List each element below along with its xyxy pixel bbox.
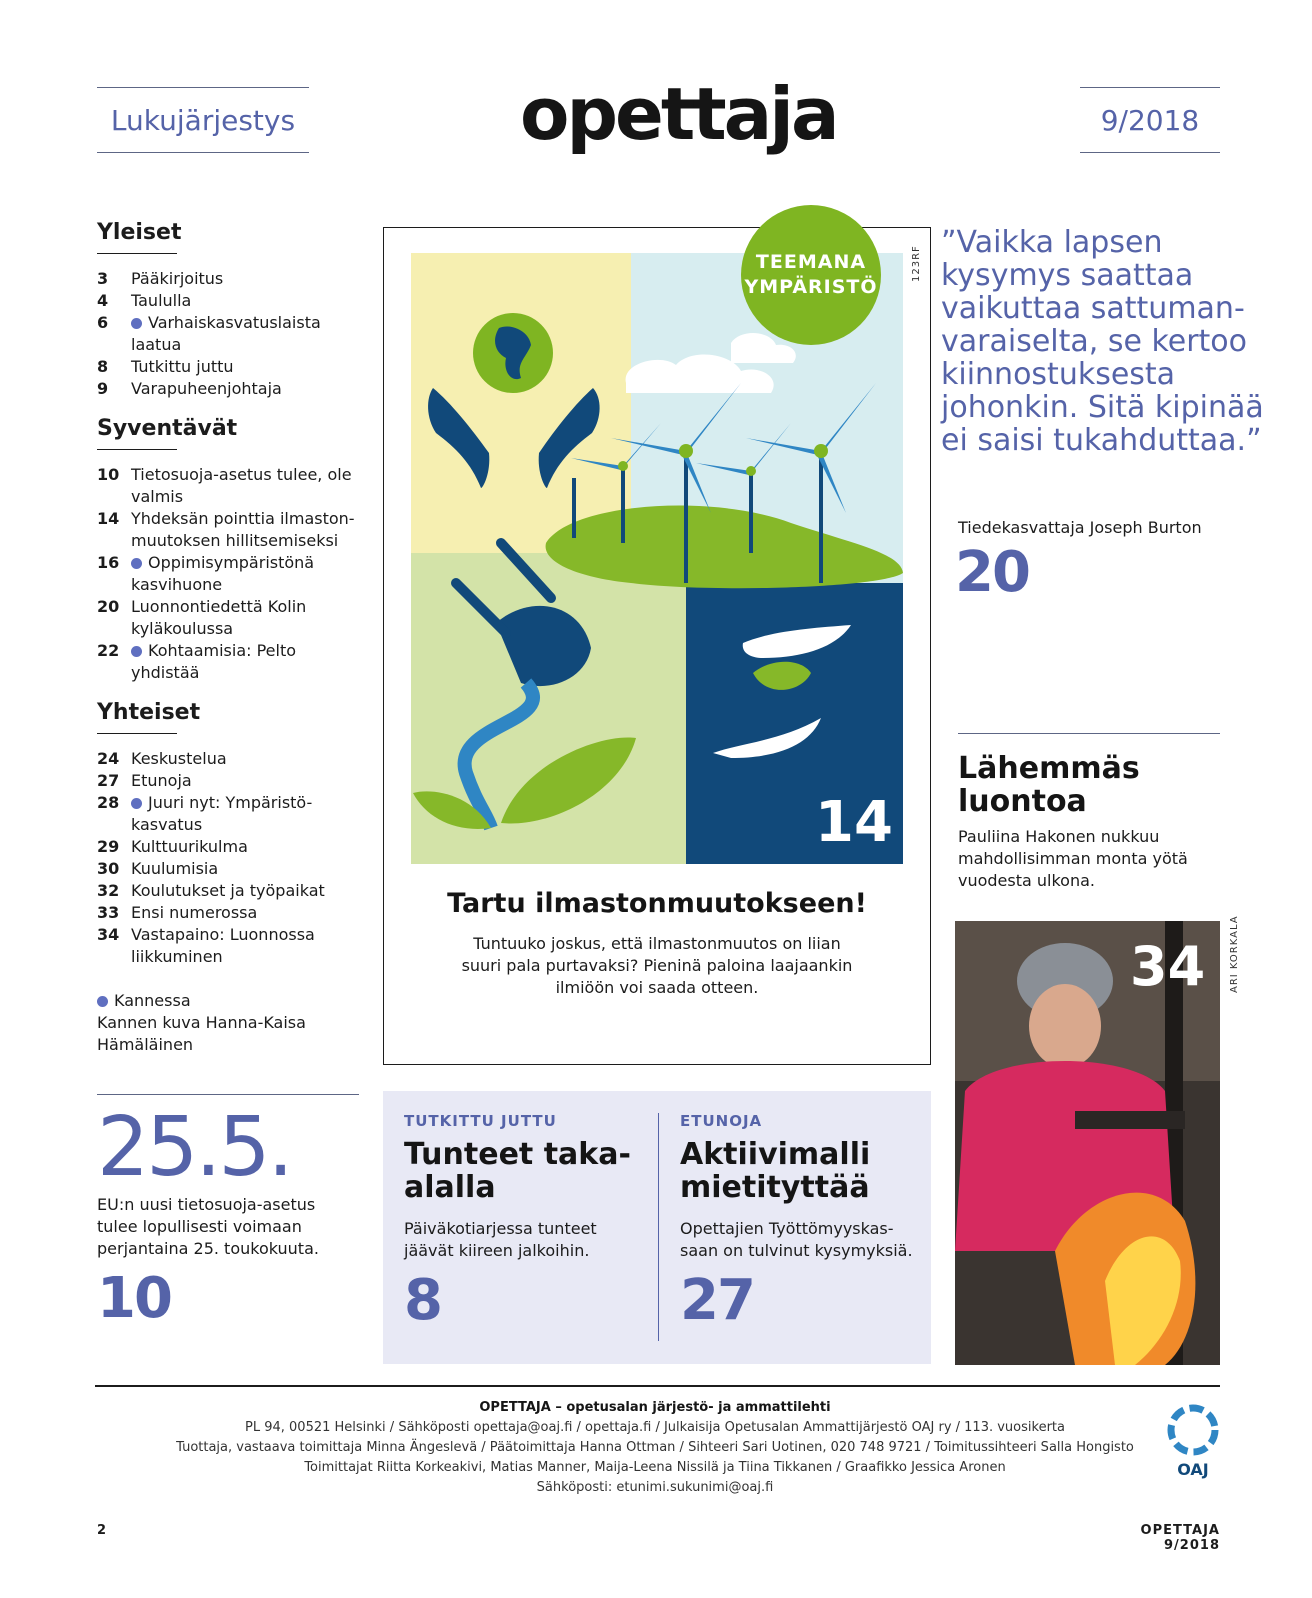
toc-text: Pääkirjoitus (131, 269, 224, 288)
toc-item[interactable] (97, 290, 359, 312)
masthead (95, 1398, 1215, 1498)
card-label: TUTKITTU JUTTU (404, 1112, 557, 1130)
toc-page: 28 (97, 793, 120, 812)
toc-item[interactable] (97, 880, 359, 902)
badge-line: YMPÄRISTÖ (744, 276, 878, 298)
masthead-line: PL 94, 00521 Helsinki / Sähköposti opettaja@oaj.fi / opettaja.fi / Julkaisija Opetusalan Ammattijärjestö OAJ ry / 113. vuosikerta (245, 1420, 1065, 1435)
card-title: Tunteet taka-alalla (404, 1137, 631, 1205)
toc-text: Tietosuoja-asetus tulee, ole valmis (131, 465, 352, 506)
toc-item[interactable] (97, 924, 359, 968)
toc-text: Etunoja (131, 771, 192, 790)
toc-item[interactable] (97, 356, 359, 378)
cover-note-text: Kannen kuva Hanna-Kaisa Hämäläinen (97, 1013, 306, 1054)
toc-section (97, 700, 359, 968)
cover-story-dot-icon (97, 996, 108, 1007)
cover-story-dot-icon (131, 558, 142, 569)
quote-author: Tiedekasvattaja Joseph Burton (958, 518, 1202, 537)
toc-item[interactable] (97, 902, 359, 924)
toc-item[interactable] (97, 312, 359, 356)
toc-section (97, 416, 359, 684)
toc-item[interactable] (97, 508, 359, 552)
toc-text: Kulttuurikulma (131, 837, 248, 856)
nature-article[interactable] (958, 752, 1220, 892)
cover-story-dot-icon (131, 318, 142, 329)
toc-text: Koulutukset ja työpaikat (131, 881, 325, 900)
toc-page: 10 (97, 465, 120, 484)
magazine-logo: opettaja (520, 72, 837, 156)
date-page-number: 10 (97, 1266, 171, 1331)
quote-page-number: 20 (955, 540, 1029, 605)
toc-list (97, 268, 359, 400)
toc-item[interactable] (97, 596, 359, 640)
nature-title: Lähemmäs luontoa (958, 751, 1140, 819)
footer-divider (95, 1385, 1220, 1387)
toc-page: 16 (97, 553, 120, 572)
toc-page: 22 (97, 641, 120, 660)
toc-list (97, 748, 359, 968)
table-of-contents (97, 220, 359, 1056)
toc-item[interactable] (97, 748, 359, 770)
toc-text: Juuri nyt: Ympäristö-kasvatus (131, 793, 313, 834)
toc-text: Varhaiskasvatuslaista laatua (131, 313, 321, 354)
teaser-card[interactable] (680, 1112, 920, 1333)
badge-line: TEEMANA (755, 251, 867, 273)
toc-list (97, 464, 359, 684)
divider (958, 733, 1220, 734)
date-number: 25.5. (97, 1100, 291, 1195)
masthead-line: Sähköposti: etunimi.sukunimi@oaj.fi (536, 1480, 774, 1495)
oaj-logo (1165, 1404, 1221, 1479)
pull-quote: ”Vaikka lapsen kysymys saattaa vaikuttaa sattuman-varaiselta, se kertoo kiinnostuksesta johonkin. Sitä kipinää ei saisi tukahduttaa.” (941, 225, 1264, 458)
toc-page: 32 (97, 881, 120, 900)
toc-text: Kuulumisia (131, 859, 219, 878)
toc-page: 9 (97, 379, 109, 398)
toc-heading: Syventävät (97, 416, 238, 441)
toc-text: Luonnontiedettä Kolin kyläkoulussa (131, 597, 307, 638)
toc-page: 34 (97, 925, 120, 944)
climate-illustration (411, 253, 903, 864)
toc-page: 14 (97, 509, 120, 528)
page-number-left: 2 (97, 1523, 107, 1538)
toc-text: Oppimisympäristönä kasvihuone (131, 553, 315, 594)
toc-underline (97, 253, 177, 254)
cover-text: Tuntuuko joskus, että ilmastonmuutos on liian suuri pala purtavaksi? Pieninä paloina laajaankin ilmiöön voi saada otteen. (461, 934, 853, 997)
toc-item[interactable] (97, 464, 359, 508)
toc-underline (97, 449, 177, 450)
toc-underline (97, 733, 177, 734)
toc-page: 29 (97, 837, 120, 856)
section-title: Lukujärjestys (97, 87, 309, 153)
toc-item[interactable] (97, 836, 359, 858)
cover-title: Tartu ilmastonmuutokseen! (447, 888, 867, 919)
toc-item[interactable] (97, 858, 359, 880)
toc-page: 4 (97, 291, 109, 310)
date-block[interactable] (97, 1100, 359, 1331)
oaj-label: OAJ (1177, 1460, 1209, 1479)
toc-item[interactable] (97, 792, 359, 836)
cover-note (97, 990, 359, 1056)
toc-text: Keskustelua (131, 749, 227, 768)
toc-item[interactable] (97, 268, 359, 290)
toc-text: Kohtaamisia: Pelto yhdistää (131, 641, 297, 682)
card-text: Opettajien Työttömyyskas-saan on tulvinut kysymyksiä. (680, 1219, 913, 1260)
masthead-line: Tuottaja, vastaava toimittaja Minna Ängeslevä / Päätoimittaja Hanna Ottman / Sihteeri Sari Uotinen, 020 748 9721 / Toimitussihteeri Salla Hongisto (176, 1440, 1134, 1455)
toc-page: 8 (97, 357, 109, 376)
cover-story-dot-icon (131, 646, 142, 657)
card-page-number: 8 (404, 1268, 441, 1333)
card-page-number: 27 (680, 1268, 754, 1333)
toc-text: Tutkittu juttu (131, 357, 234, 376)
toc-page: 24 (97, 749, 120, 768)
issue-number: 9/2018 (1080, 87, 1220, 153)
card-label: ETUNOJA (680, 1112, 763, 1130)
panel-divider (658, 1113, 659, 1341)
photo-credit: 123RF (911, 245, 922, 282)
toc-page: 6 (97, 313, 109, 332)
cover-note-label: Kannessa (114, 991, 191, 1010)
toc-page: 3 (97, 269, 109, 288)
toc-text: Vastapaino: Luonnossa liikkuminen (131, 925, 315, 966)
toc-page: 27 (97, 771, 120, 790)
card-title: Aktiivimalli mietityttää (680, 1137, 871, 1205)
cover-page-number: 14 (815, 790, 893, 855)
masthead-title: OPETTAJA – opetusalan järjestö- ja ammattilehti (479, 1400, 831, 1415)
toc-text: Ensi numerossa (131, 903, 258, 922)
toc-item[interactable] (97, 552, 359, 596)
toc-text: Taululla (131, 291, 192, 310)
toc-item[interactable] (97, 770, 359, 792)
theme-badge (741, 205, 881, 345)
toc-page: 20 (97, 597, 120, 616)
toc-page: 33 (97, 903, 120, 922)
toc-heading: Yhteiset (97, 700, 201, 725)
toc-item[interactable] (97, 640, 359, 684)
toc-item[interactable] (97, 378, 359, 400)
toc-heading: Yleiset (97, 220, 182, 245)
photo-credit: ARI KORKALA (1229, 915, 1240, 993)
oaj-logo-icon (1167, 1404, 1219, 1456)
cover-story-dot-icon (131, 798, 142, 809)
toc-text: Yhdeksän pointtia ilmaston-muutoksen hillitsemiseksi (131, 509, 355, 550)
masthead-line: Toimittajat Riitta Korkeakivi, Matias Manner, Maija-Leena Nissilä ja Tiina Tikkanen / Graafikko Jessica Aronen (304, 1460, 1006, 1475)
divider (97, 1094, 359, 1095)
toc-section (97, 220, 359, 400)
toc-page: 30 (97, 859, 120, 878)
date-text: EU:n uusi tietosuoja-asetus tulee lopullisesti voimaan perjantaina 25. toukokuuta. (97, 1195, 319, 1258)
card-text: Päiväkotiarjessa tunteet jäävät kiireen jalkoihin. (404, 1219, 597, 1260)
nature-text: Pauliina Hakonen nukkuu mahdollisimman monta yötä vuodesta ulkona. (958, 827, 1188, 890)
nature-page-number: 34 (1130, 935, 1206, 998)
toc-text: Varapuheenjohtaja (131, 379, 282, 398)
page-number-right: OPETTAJA 9/2018 (1140, 1523, 1220, 1553)
teaser-card[interactable] (404, 1112, 644, 1333)
